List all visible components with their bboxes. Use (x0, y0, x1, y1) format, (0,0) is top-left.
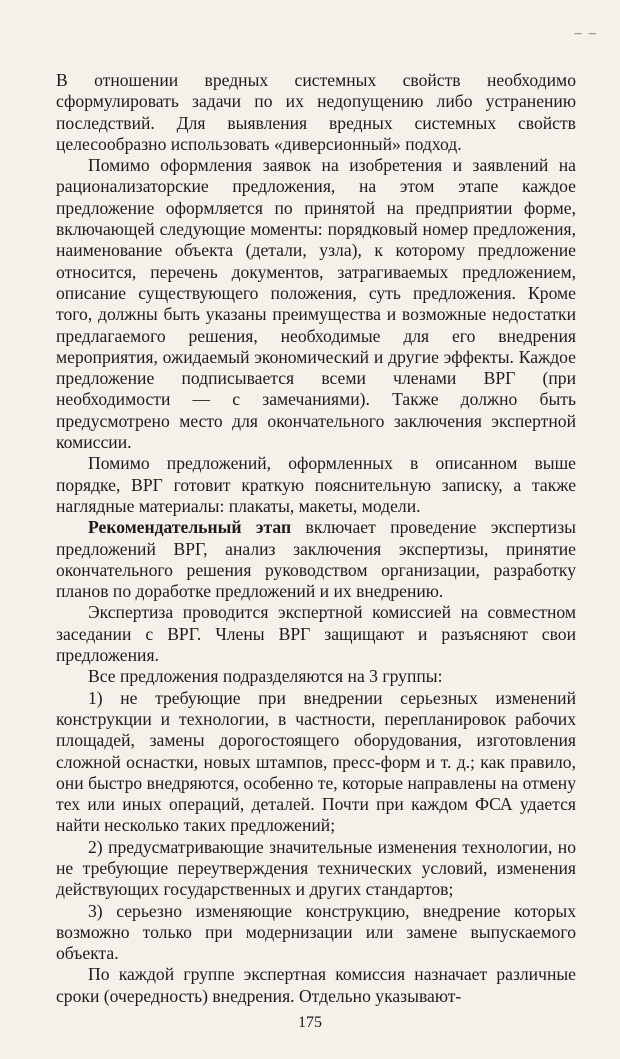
paragraph-5: Экспертиза проводится экспертной комиссией на совместном заседании с ВРГ. Члены ВРГ защищают и разъясняют свои предложения. (56, 602, 576, 666)
list-item-2: 2) предусматривающие значительные изменения технологии, но не требующие переутверждения технических условий, изменения действующих государственных и других стандартов; (56, 836, 576, 900)
paragraph-6: Все предложения подразделяются на 3 группы: (88, 666, 443, 687)
paragraph-2: Помимо оформления заявок на изобретения и заявлений на рационализаторские предложения, на этом этапе каждое предложение оформляется по принятой на предприятии форме, включающей следующие моменты: порядковый номер предложения, наименование объекта (детали, узла), к которому предложение относится, перечень документов, затрагиваемых предложением, описание существующего положения, суть предложения. Кроме того, должны быть указаны преимущества и возможные недостатки предлагаемого решения, необходимые для его внедрения мероприятия, ожидаемый экономический и другие эффекты. Каждое предложение подписывается всеми членами ВРГ (при необходимости — с замечаниями). Также должно быть предусмотрено место для окончательного заключения экспертной комиссии. (56, 155, 576, 453)
corner-mark: – – (574, 26, 598, 41)
body-text (56, 70, 576, 1007)
paragraph-last: По каждой группе экспертная комиссия назначает различные сроки (очередность) внедрения. Отдельно указывают- (56, 964, 576, 1006)
list-item-1: 1) не требующие при внедрении серьезных изменений конструкции и технологии, в частности, перепланировок рабочих площадей, замены дорогостоящего оборудования, изготовления сложной оснастки, новых штампов, пресс-форм и т. д.; как правило, они быстро внедряются, особенно те, которые направлены на отмену тех или иных операций, деталей. Почти при каждом ФСА удается найти несколько таких предложений; (56, 687, 576, 836)
paragraph-1: В отношении вредных системных свойств необходимо сформулировать задачи по их недопущению либо устранению последствий. Для выявления вредных системных свойств целесообразно использовать «диверсионный» подход. (56, 70, 576, 154)
list-item-3: 3) серьезно изменяющие конструкцию, внедрение которых возможно только при модернизации или замене выпускаемого объекта. (56, 900, 576, 964)
paragraph-4 (56, 517, 576, 602)
page-number: 175 (298, 1014, 322, 1031)
stage-term: Рекомендательный этап (88, 517, 292, 538)
paragraph-4-text: включает проведение экспертизы предложений ВРГ, анализ заключения экспертизы, принятие окончательного решения руководством организации, разработку планов по доработке предложений и их внедрению. (56, 517, 576, 602)
paragraph-3: Помимо предложений, оформленных в описанном выше порядке, ВРГ готовит краткую пояснительную записку, а также наглядные материалы: плакаты, макеты, модели. (56, 453, 576, 516)
